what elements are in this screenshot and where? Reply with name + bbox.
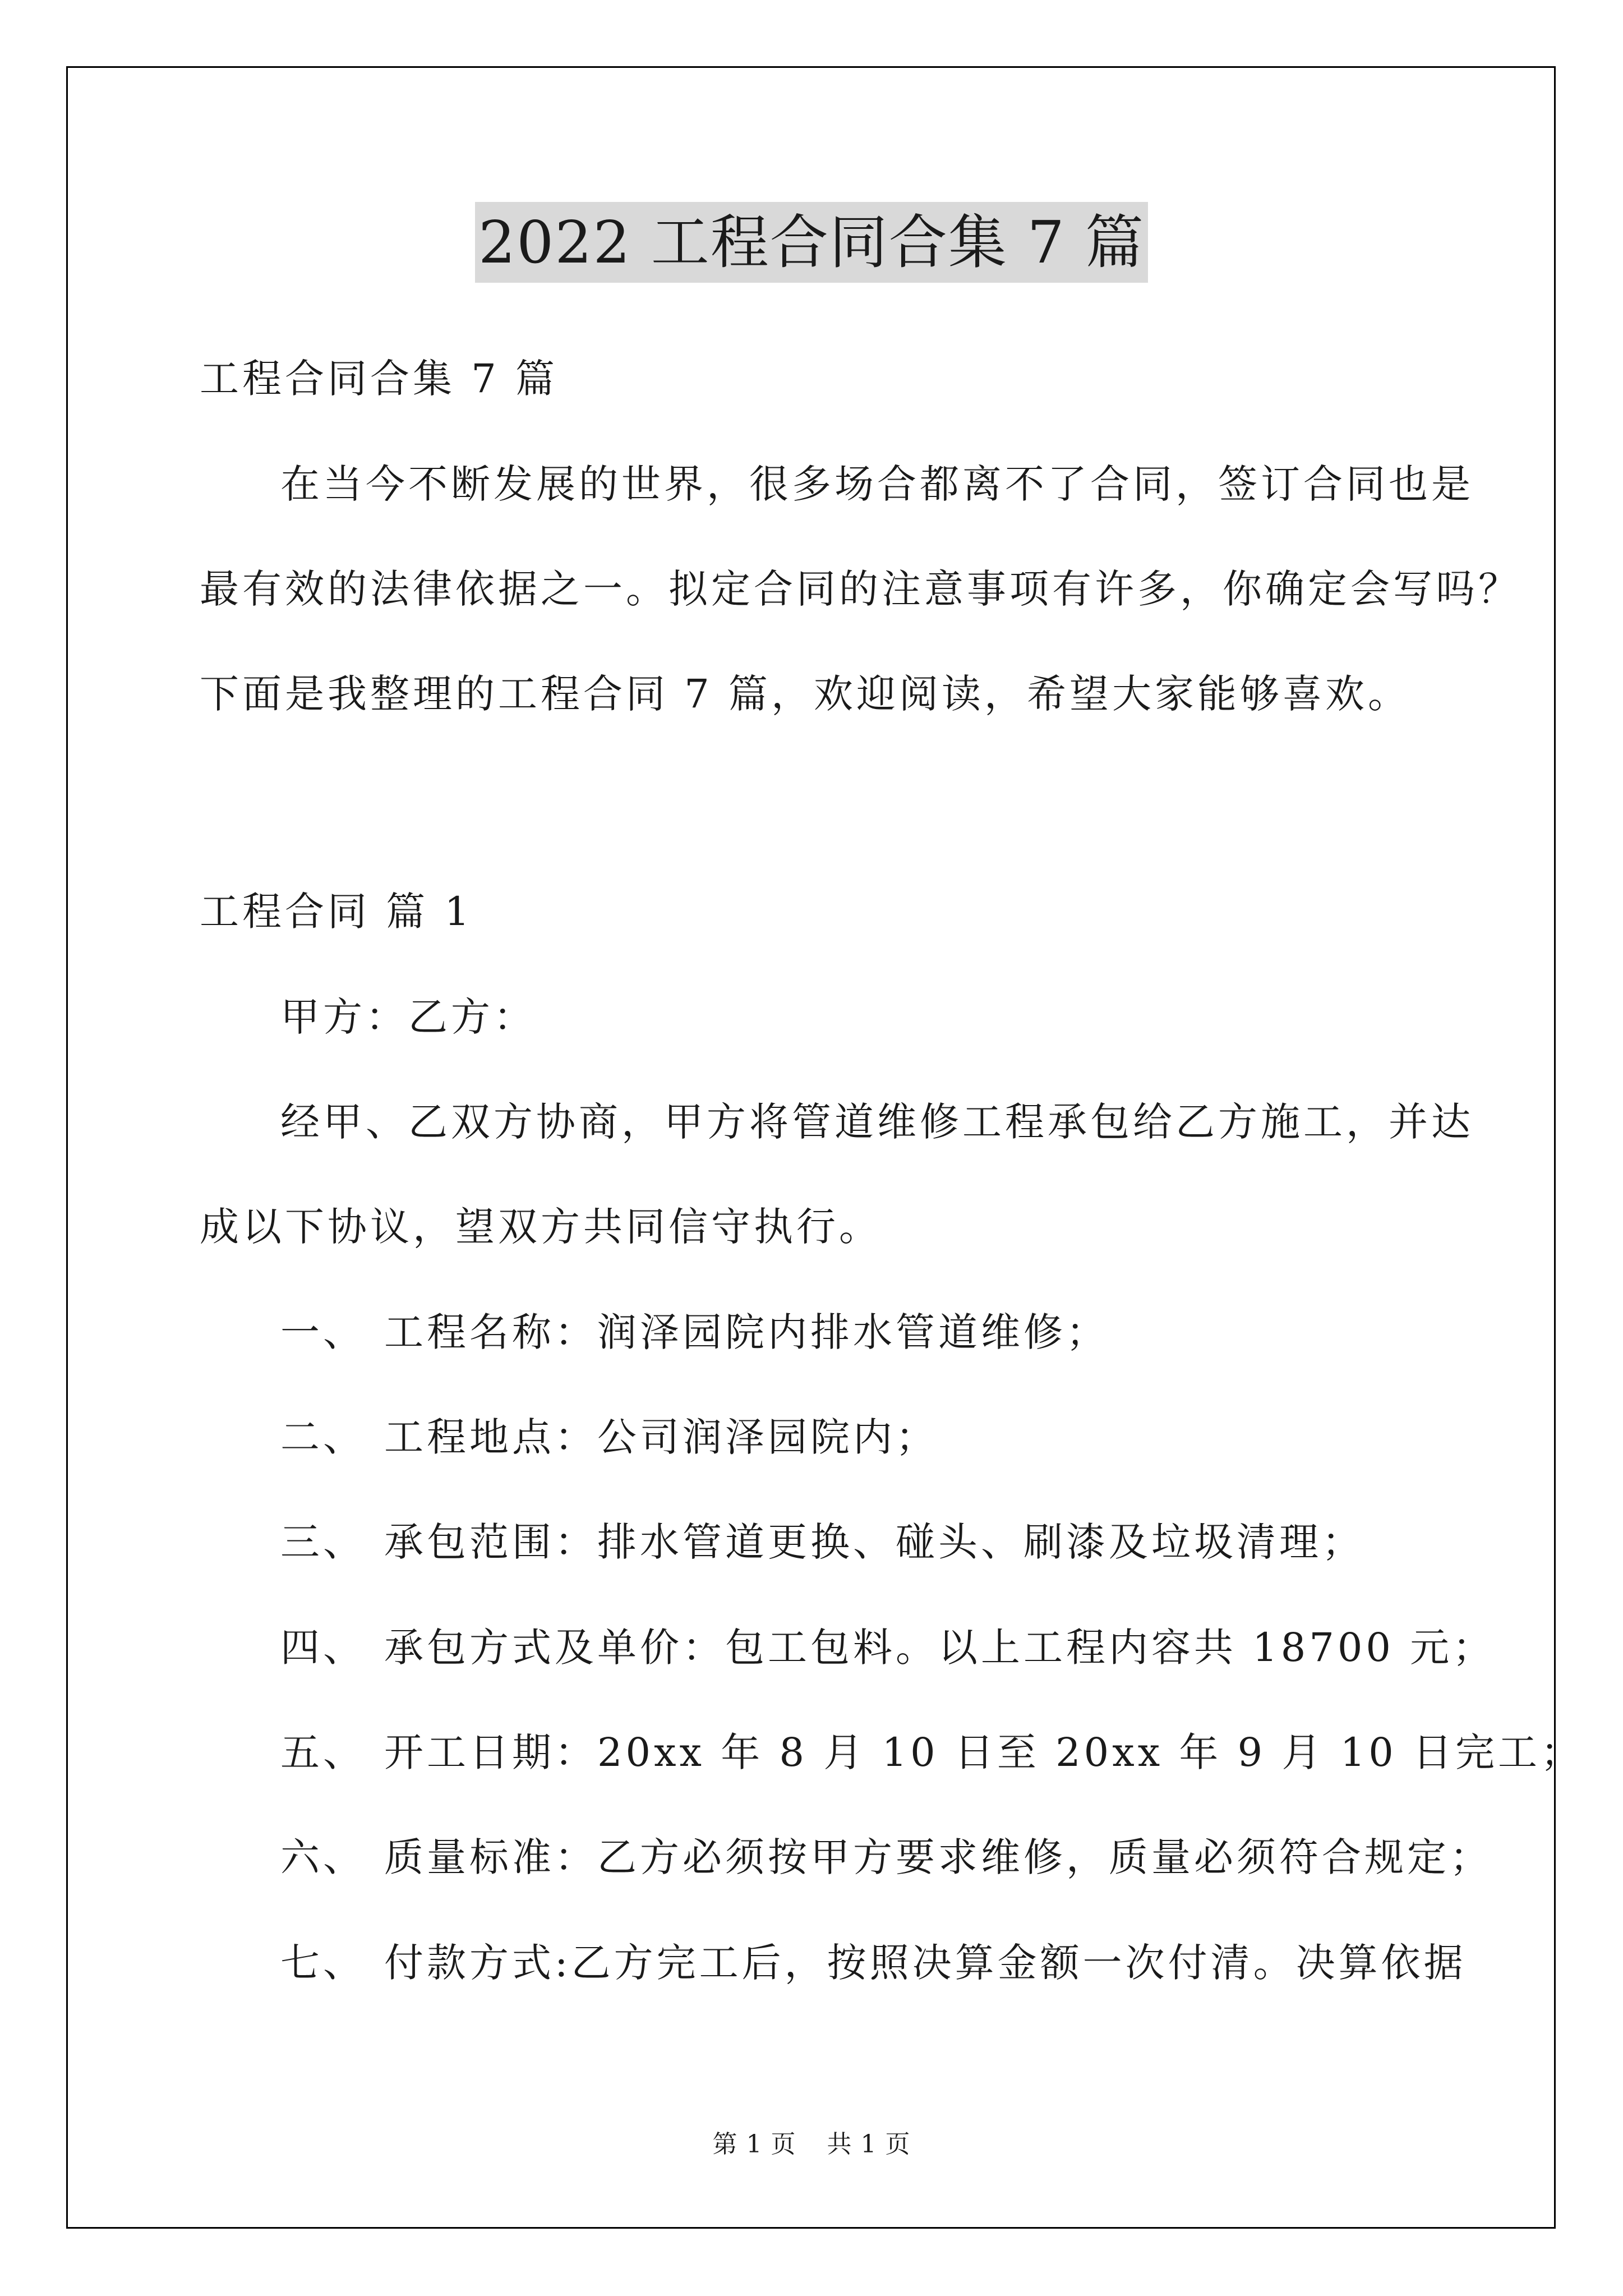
document-title: 2022 工程合同合集 7 篇	[475, 202, 1148, 283]
clause-number: 一、	[280, 1309, 366, 1355]
clause-text: 承包方式及单价：包工包料。以上工程内容共 18700 元；	[384, 1625, 1496, 1671]
clause-item	[280, 1938, 1467, 1988]
clause-number: 五、	[280, 1729, 366, 1775]
clause-item	[280, 1412, 938, 1462]
clause-text: 工程名称：润泽园院内排水管道维修；	[384, 1309, 1109, 1355]
section-heading: 工程合同 篇 1	[200, 889, 473, 935]
intro-line-1: 在当今不断发展的世界，很多场合都离不了合同，签订合同也是	[280, 461, 1474, 507]
parties-line: 甲方：乙方：	[280, 994, 536, 1040]
page-number: 第 1 页	[712, 2130, 796, 2159]
clause-text: 开工日期：20xx 年 8 月 10 日至 20xx 年 9 月 10 日完工；	[384, 1729, 1584, 1775]
clause-item	[280, 1307, 1109, 1358]
intro-line-2: 最有效的法律依据之一。拟定合同的注意事项有许多，你确定会写吗？	[200, 566, 1521, 612]
page-total: 共 1 页	[827, 2130, 911, 2159]
document-subtitle: 工程合同合集 7 篇	[200, 356, 559, 402]
clause-text: 付款方式:乙方完工后，按照决算金额一次付清。决算依据	[384, 1940, 1467, 1986]
agreement-line-2: 成以下协议，望双方共同信守执行。	[200, 1204, 882, 1250]
clause-number: 三、	[280, 1519, 366, 1565]
clause-item	[280, 1832, 1492, 1883]
clause-number: 四、	[280, 1625, 366, 1671]
title-container	[0, 202, 1623, 283]
clause-number: 七、	[280, 1940, 366, 1986]
clause-text: 承包范围：排水管道更换、碰头、刷漆及垃圾清理；	[384, 1519, 1364, 1565]
agreement-line-1: 经甲、乙双方协商，甲方将管道维修工程承包给乙方施工，并达	[280, 1099, 1474, 1145]
clause-text: 工程地点：公司润泽园院内；	[384, 1414, 938, 1460]
clause-number: 六、	[280, 1834, 366, 1880]
clause-number: 二、	[280, 1414, 366, 1460]
page-footer	[0, 2129, 1623, 2160]
clause-item	[280, 1517, 1364, 1567]
clause-item	[280, 1727, 1583, 1778]
clause-item	[280, 1622, 1495, 1673]
clause-text: 质量标准：乙方必须按甲方要求维修，质量必须符合规定；	[384, 1834, 1492, 1880]
intro-line-3: 下面是我整理的工程合同 7 篇，欢迎阅读，希望大家能够喜欢。	[200, 671, 1411, 717]
